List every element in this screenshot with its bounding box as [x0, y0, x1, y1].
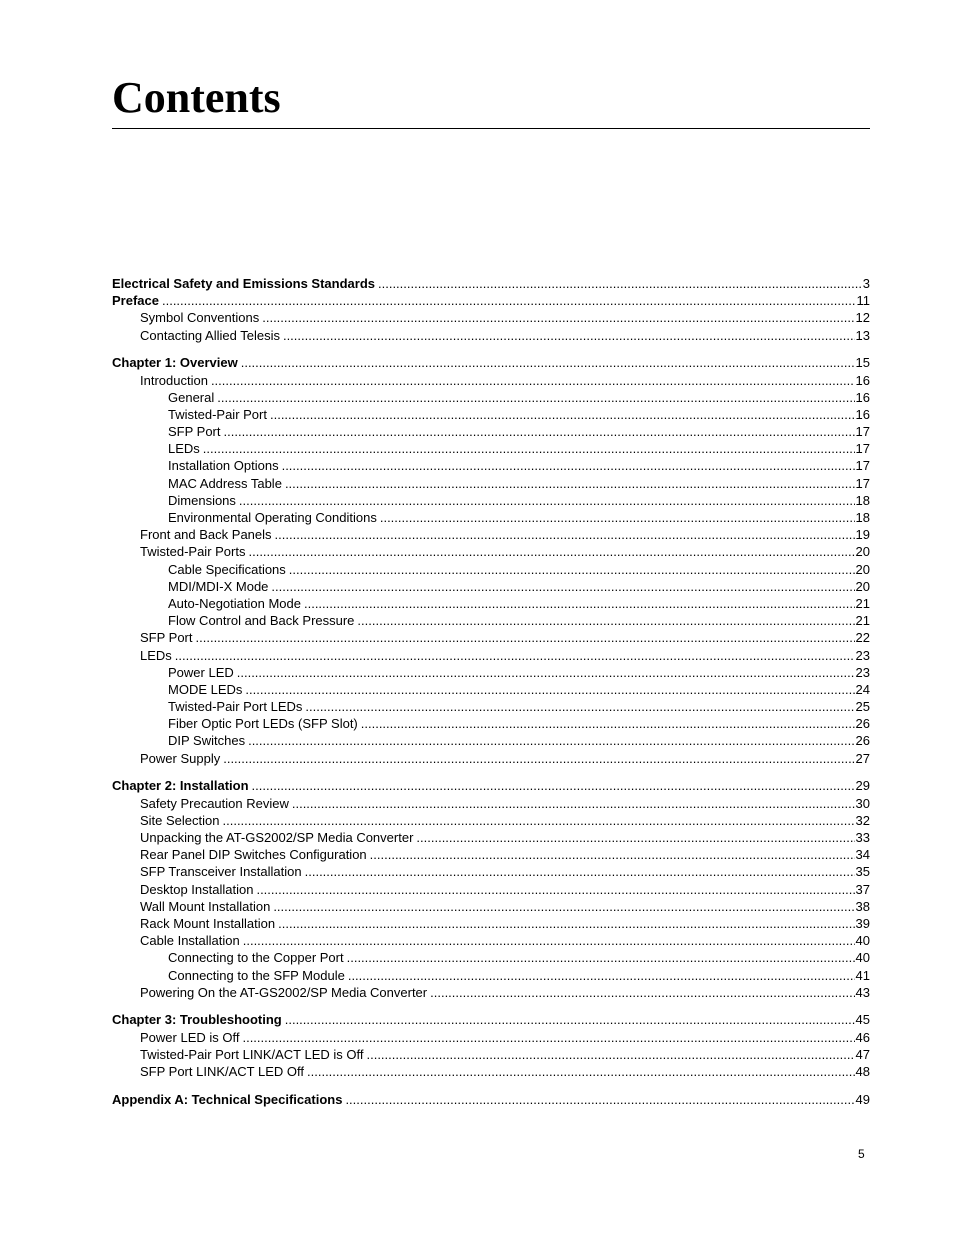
toc-entry-page: 16: [855, 389, 870, 405]
dot-leader: [241, 354, 855, 371]
toc-entry-label: LEDs: [168, 441, 200, 457]
dot-leader: [361, 715, 855, 732]
toc-entry[interactable]: [112, 829, 870, 846]
toc-entry-label: Power Supply: [140, 750, 221, 766]
toc-entry-page: 23: [855, 647, 870, 663]
toc-entry-label: Chapter 1: Overview: [112, 355, 238, 371]
toc-entry-page: 45: [855, 1012, 870, 1028]
dot-leader: [256, 881, 854, 898]
toc-entry-label: Front and Back Panels: [140, 527, 272, 543]
toc-entry-label: Connecting to the SFP Module: [168, 967, 345, 983]
toc-entry-page: 25: [855, 699, 870, 715]
toc-entry-label: Twisted-Pair Port LINK/ACT LED is Off: [140, 1046, 364, 1062]
dot-leader: [370, 846, 855, 863]
toc-entry-page: 16: [855, 406, 870, 422]
toc-entry-label: Flow Control and Back Pressure: [168, 613, 355, 629]
toc-entry-page: 21: [855, 595, 870, 611]
dot-leader: [283, 327, 855, 344]
toc-entry[interactable]: [112, 389, 870, 406]
title-divider: [112, 128, 870, 129]
toc-entry[interactable]: [112, 1046, 870, 1063]
toc-entry-label: Twisted-Pair Port LEDs: [168, 699, 303, 715]
dot-leader: [223, 750, 854, 767]
dot-leader: [305, 863, 855, 880]
toc-entry-page: 20: [855, 578, 870, 594]
toc-entry-label: Wall Mount Installation: [140, 898, 271, 914]
toc-entry-label: SFP Port: [168, 424, 221, 440]
toc-entry[interactable]: [112, 777, 870, 794]
toc-entry-page: 38: [855, 898, 870, 914]
toc-entry[interactable]: [112, 795, 870, 812]
dot-leader: [416, 829, 854, 846]
toc-entry-page: 11: [856, 293, 870, 309]
toc-entry-page: 30: [855, 795, 870, 811]
dot-leader: [292, 795, 855, 812]
toc-entry[interactable]: [112, 715, 870, 732]
toc-entry-label: MAC Address Table: [168, 475, 282, 491]
toc-entry[interactable]: [112, 915, 870, 932]
toc-entry-page: 18: [855, 510, 870, 526]
toc-entry-page: 33: [855, 830, 870, 845]
toc-entry[interactable]: [112, 967, 870, 984]
toc-entry-page: 39: [855, 915, 870, 931]
page-title: Contents: [112, 73, 281, 122]
toc-entry[interactable]: [112, 881, 870, 898]
toc-entry-page: 29: [855, 778, 870, 794]
toc-entry[interactable]: [112, 898, 870, 915]
dot-leader: [285, 1011, 855, 1028]
toc-entry[interactable]: [112, 595, 870, 612]
toc-entry-label: Preface: [112, 293, 159, 309]
toc-entry-label: SFP Port: [140, 630, 193, 646]
toc-entry[interactable]: [112, 647, 870, 664]
toc-entry[interactable]: [112, 664, 870, 681]
toc-entry-page: 41: [855, 967, 870, 983]
toc-entry[interactable]: [112, 543, 870, 560]
toc-entry-label: Rack Mount Installation: [140, 915, 276, 931]
dot-leader: [304, 595, 855, 612]
toc-entry-page: 12: [855, 310, 870, 326]
toc-entry[interactable]: [112, 423, 870, 440]
toc-entry-label: Chapter 2: Installation: [112, 778, 249, 794]
toc-entry-label: Dimensions: [168, 492, 236, 508]
toc-entry-page: 13: [855, 327, 870, 343]
toc-entry-label: Environmental Operating Conditions: [168, 510, 377, 526]
toc-entry-label: LEDs: [140, 647, 172, 663]
toc-entry[interactable]: [112, 475, 870, 492]
toc-entry-page: 37: [855, 881, 870, 897]
dot-leader: [196, 629, 855, 646]
toc-entry-page: 15: [855, 355, 870, 371]
toc-entry[interactable]: [112, 578, 870, 595]
toc-entry[interactable]: [112, 681, 870, 698]
toc-entry[interactable]: [112, 309, 870, 326]
toc-entry[interactable]: [112, 732, 870, 749]
toc-entry[interactable]: [112, 292, 870, 309]
toc-entry-label: Chapter 3: Troubleshooting: [112, 1012, 282, 1028]
toc-entry-label: Power LED: [168, 664, 234, 680]
dot-leader: [345, 1091, 854, 1108]
toc-entry-label: Appendix A: Technical Specifications: [112, 1091, 343, 1107]
toc-entry-page: 17: [855, 424, 870, 440]
toc-entry-label: Introduction: [140, 372, 208, 388]
dot-leader: [273, 898, 854, 915]
dot-leader: [378, 275, 862, 292]
toc-entry-page: 27: [855, 750, 870, 766]
toc-entry-label: Powering On the AT-GS2002/SP Media Converter: [140, 984, 428, 1000]
toc-entry-label: DIP Switches: [168, 733, 246, 749]
dot-leader: [237, 664, 855, 681]
toc-entry-page: 32: [855, 812, 870, 828]
toc-entry[interactable]: [112, 812, 870, 829]
toc-entry-page: 40: [855, 933, 870, 949]
toc-entry[interactable]: [112, 457, 870, 474]
toc-entry[interactable]: [112, 1029, 870, 1046]
toc-entry-label: Symbol Conventions: [140, 310, 260, 326]
toc-entry-label: MODE LEDs: [168, 681, 243, 697]
dot-leader: [289, 561, 855, 578]
dot-leader: [270, 406, 855, 423]
toc-entry[interactable]: [112, 327, 870, 344]
toc-entry[interactable]: [112, 612, 870, 629]
dot-leader: [175, 647, 855, 664]
dot-leader: [252, 777, 855, 794]
toc-entry[interactable]: [112, 698, 870, 715]
page-number: 5: [858, 1147, 865, 1161]
dot-leader: [285, 475, 855, 492]
toc-entry-label: Unpacking the AT-GS2002/SP Media Converter: [140, 830, 414, 845]
toc-entry-page: 26: [855, 716, 870, 732]
toc-entry-page: 3: [862, 276, 870, 291]
dot-leader: [243, 932, 855, 949]
toc-entry-page: 47: [855, 1046, 870, 1062]
dot-leader: [275, 526, 855, 543]
dot-leader: [348, 967, 855, 984]
toc-entry-page: 48: [855, 1064, 870, 1080]
dot-leader: [203, 440, 855, 457]
toc-entry-page: 43: [855, 984, 870, 1000]
toc-entry[interactable]: [112, 932, 870, 949]
dot-leader: [162, 292, 856, 309]
toc-entry[interactable]: [112, 275, 870, 292]
toc-entry[interactable]: [112, 984, 870, 1001]
dot-leader: [248, 732, 854, 749]
toc-entry-page: 26: [855, 733, 870, 749]
toc-entry-page: 35: [855, 864, 870, 880]
toc-entry[interactable]: [112, 629, 870, 646]
toc-entry-label: Connecting to the Copper Port: [168, 950, 344, 966]
toc-entry[interactable]: [112, 492, 870, 509]
toc-entry-page: 23: [855, 664, 870, 680]
toc-entry[interactable]: [112, 561, 870, 578]
toc-entry[interactable]: [112, 1091, 870, 1108]
toc-entry[interactable]: [112, 949, 870, 966]
toc-entry-label: Site Selection: [140, 812, 220, 828]
toc-entry-page: 19: [855, 527, 870, 543]
toc-entry-label: SFP Port LINK/ACT LED Off: [140, 1064, 305, 1080]
dot-leader: [271, 578, 854, 595]
toc-entry-page: 17: [855, 458, 870, 474]
toc-entry-label: Safety Precaution Review: [140, 795, 289, 811]
toc-entry[interactable]: [112, 372, 870, 389]
toc-entry-label: General: [168, 389, 215, 405]
toc-entry-page: 40: [855, 950, 870, 966]
toc-entry-page: 17: [855, 475, 870, 491]
toc-entry[interactable]: [112, 846, 870, 863]
toc-entry-label: Auto-Negotiation Mode: [168, 595, 301, 611]
toc-entry-page: 22: [855, 630, 870, 646]
dot-leader: [278, 915, 854, 932]
toc-entry-label: Twisted-Pair Ports: [140, 544, 246, 560]
toc-entry-page: 24: [855, 681, 870, 697]
dot-leader: [430, 984, 854, 1001]
toc-entry-page: 18: [855, 492, 870, 508]
toc-entry-label: Cable Installation: [140, 933, 240, 949]
dot-leader: [282, 457, 855, 474]
toc-entry-label: Electrical Safety and Emissions Standards: [112, 276, 375, 291]
dot-leader: [347, 949, 855, 966]
dot-leader: [305, 698, 854, 715]
toc-entry[interactable]: [112, 509, 870, 526]
dot-leader: [224, 423, 855, 440]
dot-leader: [223, 812, 855, 829]
toc-entry[interactable]: [112, 354, 870, 371]
toc-entry-label: Rear Panel DIP Switches Configuration: [140, 847, 367, 863]
toc-entry-label: SFP Transceiver Installation: [140, 864, 302, 880]
toc-entry[interactable]: [112, 750, 870, 767]
dot-leader: [366, 1046, 854, 1063]
toc-entry-label: Cable Specifications: [168, 561, 286, 577]
dot-leader: [245, 681, 854, 698]
dot-leader: [380, 509, 855, 526]
table-of-contents: [112, 275, 870, 1108]
toc-entry[interactable]: [112, 1011, 870, 1028]
toc-entry-label: Desktop Installation: [140, 881, 254, 897]
toc-entry[interactable]: [112, 526, 870, 543]
toc-entry-label: Twisted-Pair Port: [168, 406, 267, 422]
toc-entry-label: Power LED is Off: [140, 1029, 240, 1045]
dot-leader: [357, 612, 854, 629]
dot-leader: [242, 1029, 854, 1046]
dot-leader: [307, 1063, 855, 1080]
toc-entry-page: 21: [855, 613, 870, 629]
toc-entry[interactable]: [112, 406, 870, 423]
dot-leader: [248, 543, 854, 560]
toc-entry-page: 20: [855, 561, 870, 577]
dot-leader: [239, 492, 855, 509]
dot-leader: [217, 389, 854, 406]
toc-entry[interactable]: [112, 863, 870, 880]
toc-entry-label: Fiber Optic Port LEDs (SFP Slot): [168, 716, 358, 732]
toc-entry-page: 49: [855, 1091, 870, 1107]
toc-entry-label: Installation Options: [168, 458, 279, 474]
toc-entry[interactable]: [112, 440, 870, 457]
toc-entry-label: Contacting Allied Telesis: [140, 327, 280, 343]
toc-entry-page: 16: [855, 372, 870, 388]
toc-entry[interactable]: [112, 1063, 870, 1080]
toc-entry-page: 17: [855, 441, 870, 457]
dot-leader: [262, 309, 854, 326]
toc-entry-page: 20: [855, 544, 870, 560]
dot-leader: [211, 372, 855, 389]
toc-entry-label: MDI/MDI-X Mode: [168, 578, 269, 594]
toc-entry-page: 46: [855, 1029, 870, 1045]
toc-entry-page: 34: [855, 847, 870, 863]
